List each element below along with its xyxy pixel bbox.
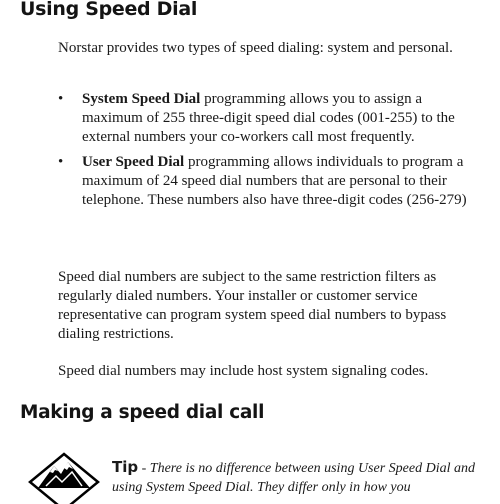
tip-dash: - — [138, 461, 150, 476]
bullet-term: System Speed Dial — [82, 91, 201, 107]
list-item — [58, 153, 468, 210]
bullet-text: programming allows individuals to program a maximum of 24 speed dial numbers that are personal to their telephone. These numbers also have three-digit codes (256-279) — [82, 154, 467, 208]
list-item — [58, 90, 468, 147]
section-heading: Making a speed dial call — [20, 402, 265, 423]
signaling-paragraph: Speed dial numbers may include host system signaling codes. — [58, 363, 429, 379]
section-heading: Using Speed Dial — [20, 0, 198, 20]
bullet-marker: • — [58, 91, 64, 107]
speed-dial-types-list — [58, 90, 468, 216]
bullet-marker: • — [58, 154, 64, 170]
tip-label: Tip — [112, 458, 139, 476]
bullet-text: programming allows you to assign a maximum of 255 three-digit speed dial codes (001-255) to the external numbers your co-workers call most frequently. — [82, 91, 455, 145]
bullet-term: User Speed Dial — [82, 154, 185, 170]
tip-body: There is no difference between using User Speed Dial and using System Speed Dial. They differ only in how you — [112, 461, 475, 495]
intro-paragraph: Norstar provides two types of speed dialing: system and personal. — [58, 40, 453, 56]
restrictions-paragraph: Speed dial numbers are subject to the same restriction filters as regularly dialed numbers. Your installer or customer service representative can program system speed dial numbers to bypass dialing restrictions. — [58, 269, 447, 342]
tip-mountain-icon — [28, 452, 100, 504]
tip-text-block — [112, 458, 482, 497]
